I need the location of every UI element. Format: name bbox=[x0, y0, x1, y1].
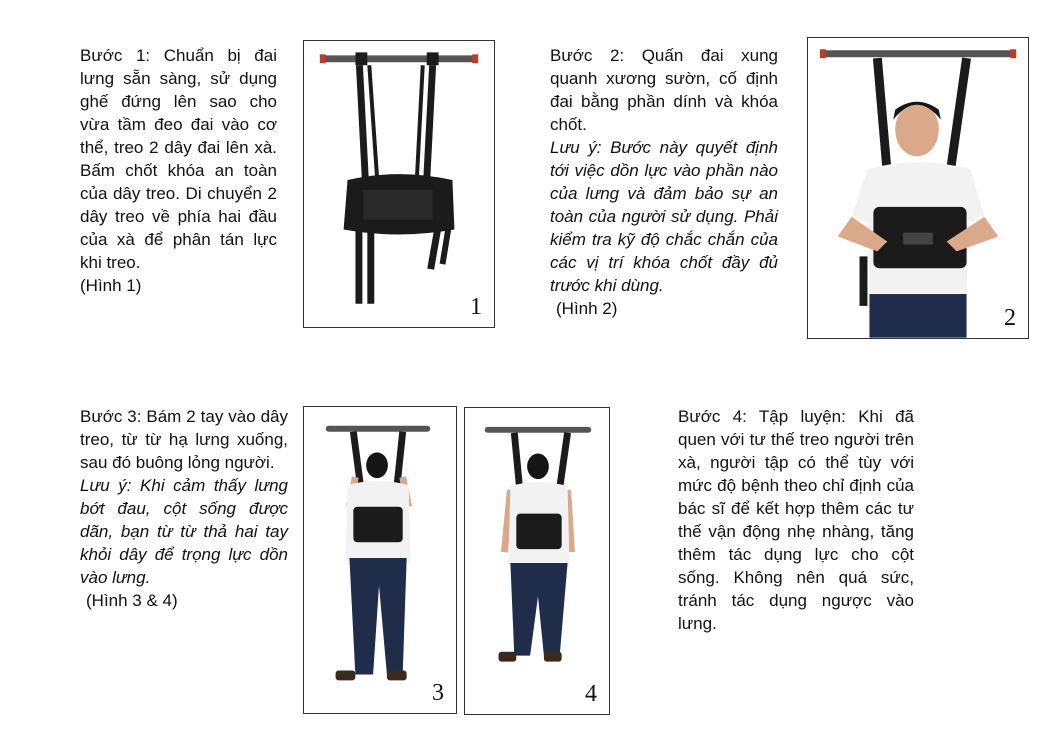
step-3-figure-ref: (Hình 3 & 4) bbox=[86, 591, 178, 610]
figure-1-harness-illustration bbox=[304, 41, 494, 327]
step-1-text: Bước 1: Chuẩn bị đai lưng sẵn sàng, sử dụng ghế đứng lên sao cho vừa tầm đeo đai vào cơ thể, treo 2 dây đai lên xà. Bấm chốt khóa an toàn của dây treo. Di chuyển 2 dây treo về phía hai đầu của xà để phân tán lực khi treo. bbox=[80, 46, 277, 272]
figure-4-person-hanging-hands-free bbox=[465, 408, 609, 714]
figure-1-number: 1 bbox=[470, 294, 482, 320]
figure-4-number: 4 bbox=[585, 681, 597, 707]
figure-2-number: 2 bbox=[1004, 305, 1016, 331]
step-1-figure-ref: (Hình 1) bbox=[80, 276, 142, 295]
figure-1 bbox=[303, 40, 495, 328]
figure-2-person-wearing-belt bbox=[808, 38, 1028, 338]
figure-3-number: 3 bbox=[432, 680, 444, 706]
step-1-text-block bbox=[80, 44, 277, 297]
step-2-text: Bước 2: Quấn đai xung quanh xương sườn, cố định đai bằng phần dính và khóa chốt. bbox=[550, 46, 778, 134]
figure-4 bbox=[464, 407, 610, 715]
step-3-note: Lưu ý: Khi cảm thấy lưng bớt đau, cột sống được dãn, bạn từ từ thả hai tay khỏi dây để trọng lực dồn vào lưng. bbox=[80, 476, 288, 587]
step-2-text-block bbox=[550, 44, 778, 320]
step-4-text: Bước 4: Tập luyện: Khi đã quen với tư thế treo người trên xà, người tập có thể tùy với mức độ bệnh theo chỉ định của bác sĩ để kết hợp thêm các tư thế vận động nhẹ nhàng, tăng thêm tác dụng lực cho cột sống. Không nên quá sức, tránh tác dụng ngược vào lưng. bbox=[678, 407, 914, 633]
figure-2 bbox=[807, 37, 1029, 339]
step-3-text-block bbox=[80, 405, 288, 612]
step-4-text-block bbox=[678, 405, 914, 635]
figure-3 bbox=[303, 406, 457, 714]
step-2-figure-ref: (Hình 2) bbox=[556, 299, 618, 318]
figure-3-person-hanging-holding-straps bbox=[304, 407, 456, 713]
step-3-text: Bước 3: Bám 2 tay vào dây treo, từ từ hạ lưng xuống, sau đó buông lỏng người. bbox=[80, 407, 288, 472]
step-2-note: Lưu ý: Bước này quyết định tới việc dồn lực vào phần nào của lưng và đảm bảo sự an toàn của người sử dụng. Phải kiểm tra kỹ độ chắc chắn của các vị trí khóa chốt đầy đủ trước khi dùng. bbox=[550, 138, 778, 295]
